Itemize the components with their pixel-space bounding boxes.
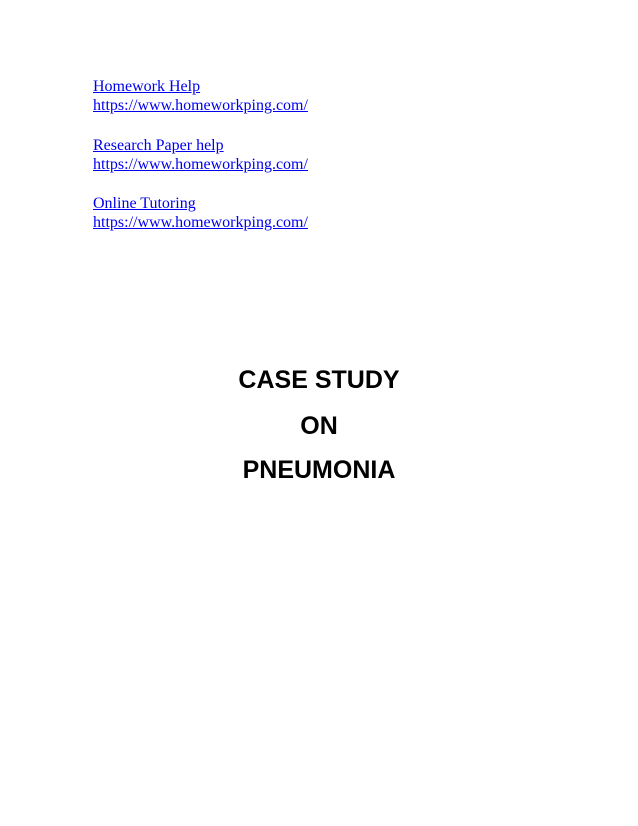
homework-help-block — [93, 77, 308, 115]
research-paper-help-block — [93, 136, 308, 174]
research-paper-help-url-link[interactable]: https://www.homeworkping.com/ — [93, 156, 308, 173]
title-case-study: CASE STUDY — [238, 366, 400, 394]
research-paper-help-link[interactable]: Research Paper help — [93, 137, 224, 154]
online-tutoring-url-link[interactable]: https://www.homeworkping.com/ — [93, 214, 308, 231]
online-tutoring-block — [93, 194, 308, 232]
title-pneumonia: PNEUMONIA — [242, 456, 396, 484]
homework-help-link[interactable]: Homework Help — [93, 78, 201, 95]
title-on: ON — [300, 412, 338, 440]
homework-help-url-link[interactable]: https://www.homeworkping.com/ — [93, 97, 308, 114]
online-tutoring-link[interactable]: Online Tutoring — [93, 195, 196, 212]
